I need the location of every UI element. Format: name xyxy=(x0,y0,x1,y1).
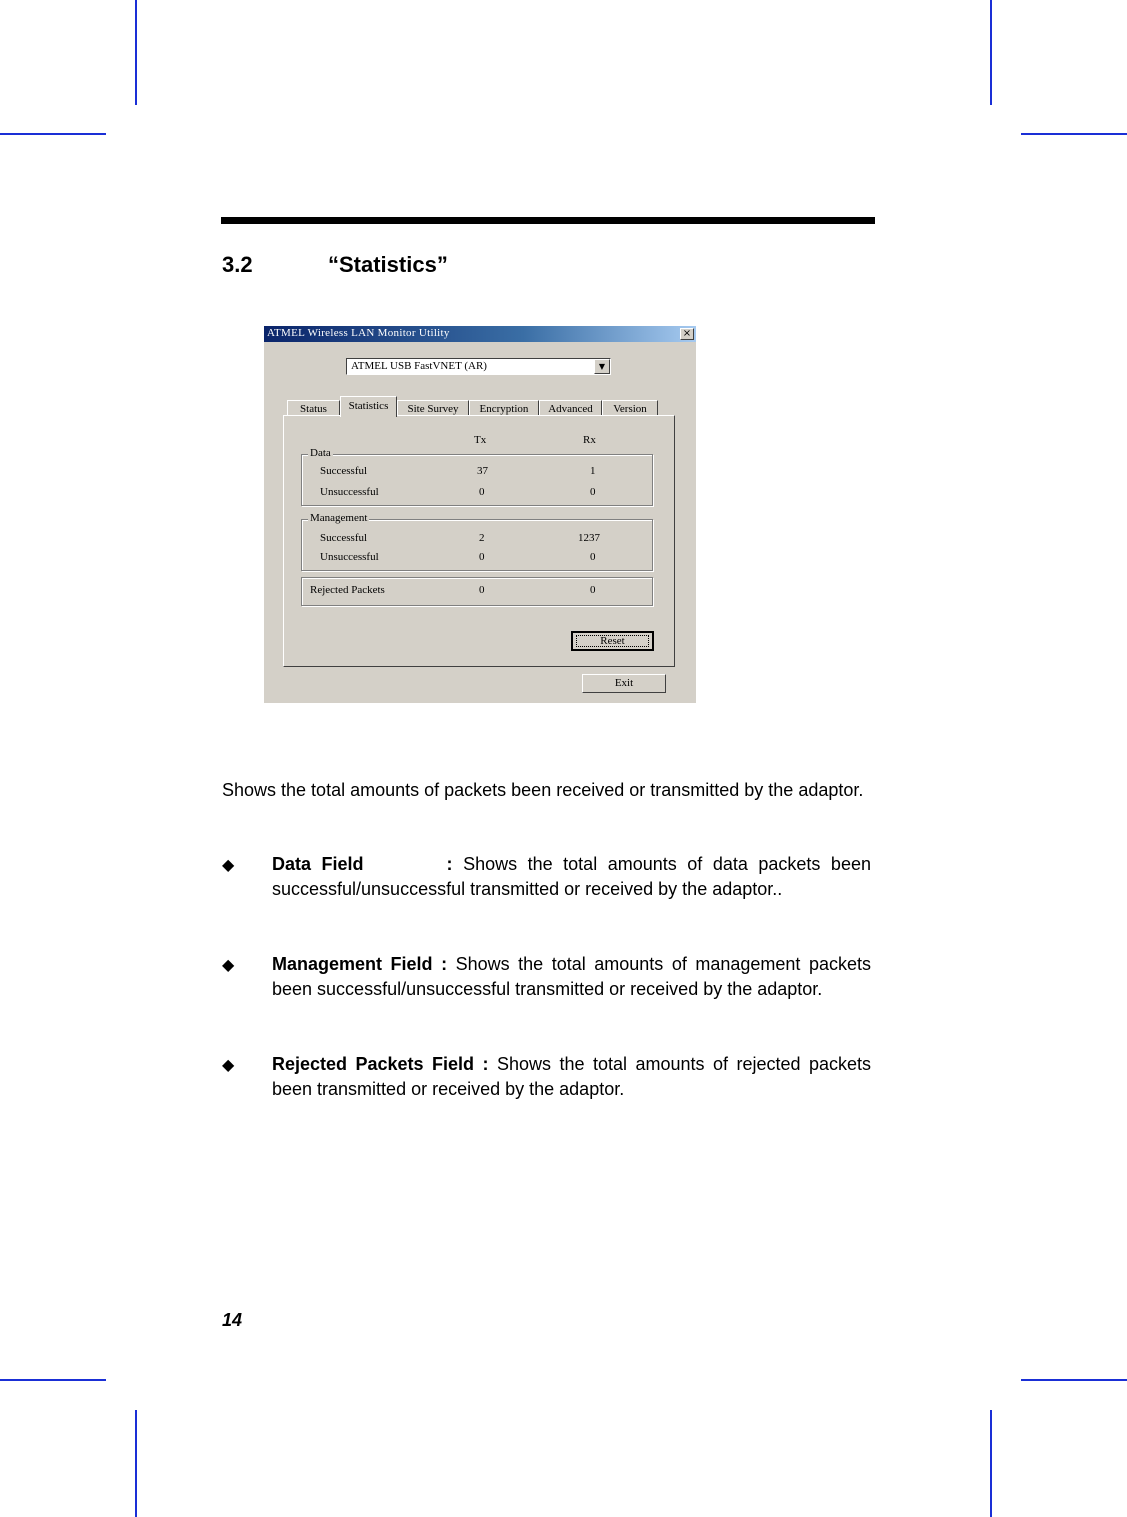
management-group-label: Management xyxy=(310,512,368,524)
section-title: “Statistics” xyxy=(328,252,448,277)
data-field-sep: : xyxy=(446,854,453,874)
data-group xyxy=(301,447,653,506)
reset-button-label: Reset xyxy=(600,635,625,647)
rejected-field-item xyxy=(272,1052,871,1102)
management-group xyxy=(301,512,653,571)
rejected-label: Rejected Packets xyxy=(310,584,385,596)
tab-encryption[interactable]: Encryption xyxy=(469,400,539,416)
rejected-tx: 0 xyxy=(479,584,485,596)
intro-paragraph: Shows the total amounts of packets been received or transmitted by the adaptor. xyxy=(222,780,864,800)
management-field-text: Shows the total amounts of management packets been successful/unsuccessful transmitted or received by the adaptor. xyxy=(272,954,871,999)
management-field-term: Management Field : xyxy=(272,954,448,974)
data-unsuccessful-rx: 0 xyxy=(590,486,596,498)
tab-version[interactable]: Version xyxy=(602,400,658,416)
tab-site-survey[interactable]: Site Survey xyxy=(397,400,469,416)
title-bar[interactable] xyxy=(264,326,696,342)
exit-button[interactable] xyxy=(582,674,666,693)
window-title: ATMEL Wireless LAN Monitor Utility xyxy=(267,327,450,339)
mgmt-successful-tx: 2 xyxy=(479,532,485,544)
diamond-bullet-icon: ◆ xyxy=(222,1055,235,1074)
adapter-select[interactable] xyxy=(346,358,611,375)
reset-button[interactable] xyxy=(571,631,654,651)
crop-mark xyxy=(990,1410,992,1517)
rejected-field-text: Shows the total amounts of rejected packets been transmitted or received by the adaptor. xyxy=(272,1054,871,1099)
chevron-down-icon[interactable]: ▼ xyxy=(594,359,610,374)
crop-mark xyxy=(1021,1379,1127,1381)
rejected-group xyxy=(301,577,653,606)
tab-status[interactable]: Status xyxy=(287,400,340,416)
header-rule xyxy=(221,217,875,224)
col-tx-header: Tx xyxy=(474,434,487,446)
page-number: 14 xyxy=(222,1310,243,1330)
mgmt-successful-rx: 1237 xyxy=(578,532,600,544)
data-successful-rx: 1 xyxy=(590,465,596,477)
mgmt-unsuccessful-rx: 0 xyxy=(590,551,596,563)
monitor-utility-window xyxy=(264,326,696,703)
diamond-bullet-icon: ◆ xyxy=(222,855,235,874)
data-successful-label: Successful xyxy=(320,465,368,477)
data-field-text: Shows the total amounts of data packets been successful/unsuccessful transmitted or received by the adaptor.. xyxy=(272,854,871,899)
crop-mark xyxy=(135,1410,137,1517)
data-unsuccessful-tx: 0 xyxy=(479,486,485,498)
diamond-bullet-icon: ◆ xyxy=(222,955,235,974)
mgmt-unsuccessful-tx: 0 xyxy=(479,551,485,563)
crop-mark xyxy=(1021,133,1127,135)
tab-statistics[interactable]: Statistics xyxy=(340,396,397,417)
rejected-rx: 0 xyxy=(590,584,596,596)
crop-mark xyxy=(135,0,137,105)
adapter-select-value: ATMEL USB FastVNET (AR) xyxy=(351,360,487,372)
statistics-panel xyxy=(283,415,675,667)
data-field-term: Data Field xyxy=(272,854,364,874)
crop-mark xyxy=(990,0,992,105)
rejected-field-term: Rejected Packets Field : xyxy=(272,1054,489,1074)
crop-mark xyxy=(0,133,106,135)
section-number: 3.2 xyxy=(222,252,253,277)
management-field-item xyxy=(272,952,871,1002)
col-rx-header: Rx xyxy=(583,434,596,446)
mgmt-successful-label: Successful xyxy=(320,532,368,544)
data-field-item xyxy=(272,852,871,902)
data-unsuccessful-label: Unsuccessful xyxy=(320,486,379,498)
exit-button-label: Exit xyxy=(614,677,634,689)
data-successful-tx: 37 xyxy=(477,465,488,477)
data-group-label: Data xyxy=(310,447,331,459)
crop-mark xyxy=(0,1379,106,1381)
close-icon[interactable]: × xyxy=(680,328,694,340)
mgmt-unsuccessful-label: Unsuccessful xyxy=(320,551,379,563)
tab-advanced[interactable]: Advanced xyxy=(539,400,602,416)
